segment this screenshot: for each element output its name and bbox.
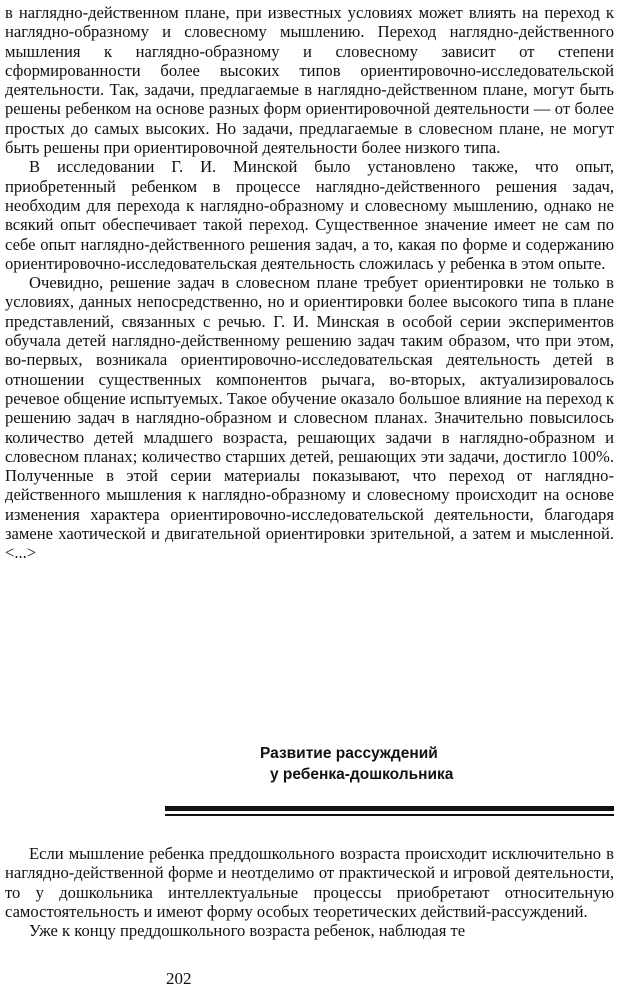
section-heading xyxy=(260,743,560,785)
paragraph: Если мышление ребенка преддошкольного возраста происходит исключительно в наглядно-действенной форме и неотделимо от практической и игровой деятельности, то у дошкольника интеллектуальные процессы приобретают относительную самостоятельность и имеют форму особых теоретических действий-рассуждений. xyxy=(5,844,614,921)
section-rule-thick xyxy=(165,806,614,811)
page-number: 202 xyxy=(166,969,192,988)
body-text-bottom xyxy=(5,844,614,940)
paragraph: Уже к концу преддошкольного возраста ребенок, наблюдая те xyxy=(29,921,466,941)
paragraph: в наглядно-действенном плане, при известных условиях может влиять на переход к наглядно-образному и словесному мышлению. Переход наглядно-действенного мышления к наглядно-образному и словесному зависит от степени сформированности более высоких типов ориентировочно-исследовательской деятельности. Так, задачи, предлагаемые в наглядно-действенном плане, могут быть решены ребенком на основе разных форм ориентировочной деятельности — от более простых до самых высоких. Но задачи, предлагаемые в словесном плане, не могут быть решены при ориентировочной деятельности более низкого типа. xyxy=(5,3,614,158)
section-rule-thin xyxy=(165,814,614,816)
section-heading-line-2: у ребенка-дошкольника xyxy=(270,766,454,783)
section-heading-line-1: Развитие рассуждений xyxy=(260,745,438,762)
body-text-top xyxy=(5,3,614,563)
paragraph: В исследовании Г. И. Минской было установлено также, что опыт, приобретенный ребенком в процессе наглядно-действенного решения задач, необходим для перехода к наглядно-образному и словесному мышлению, однако не всякий опыт обеспечивает такой переход. Существенное значение имеет не сам по себе опыт наглядно-действенного решения задач, а то, какая по форме и содержанию ориентировочно-исследовательская деятельность сложилась у ребенка в этом опыте. xyxy=(5,157,614,273)
paragraph: Очевидно, решение задач в словесном плане требует ориентировки не только в условиях, данных непосредственно, но и ориентировки более высокого типа в плане представлений, связанных с речью. Г. И. Минская в особой серии экспериментов обучала детей наглядно-действенному решению задач таким образом, что при этом, во-первых, возникала ориентировочно-исследовательская деятельность детей в отношении существенных компонентов рычага, во-вторых, актуализировалось речевое общение испытуемых. Такое обучение оказало большое влияние на переход к решению задач в наглядно-образном и словесном планах. Значительно повысилось количество детей младшего возраста, решающих задачи в наглядно-образном и словесном планах; количество старших детей, решающих эти задачи, достигло 100%. Полученные в этой серии материалы показывают, что переход от наглядно-действенного мышления к наглядно-образному и словесному происходит на основе изменения характера ориентировочно-исследовательской деятельности, благодаря замене хаотической и двигательной ориентировки зрительной, а затем и мысленной. <...> xyxy=(5,273,614,563)
